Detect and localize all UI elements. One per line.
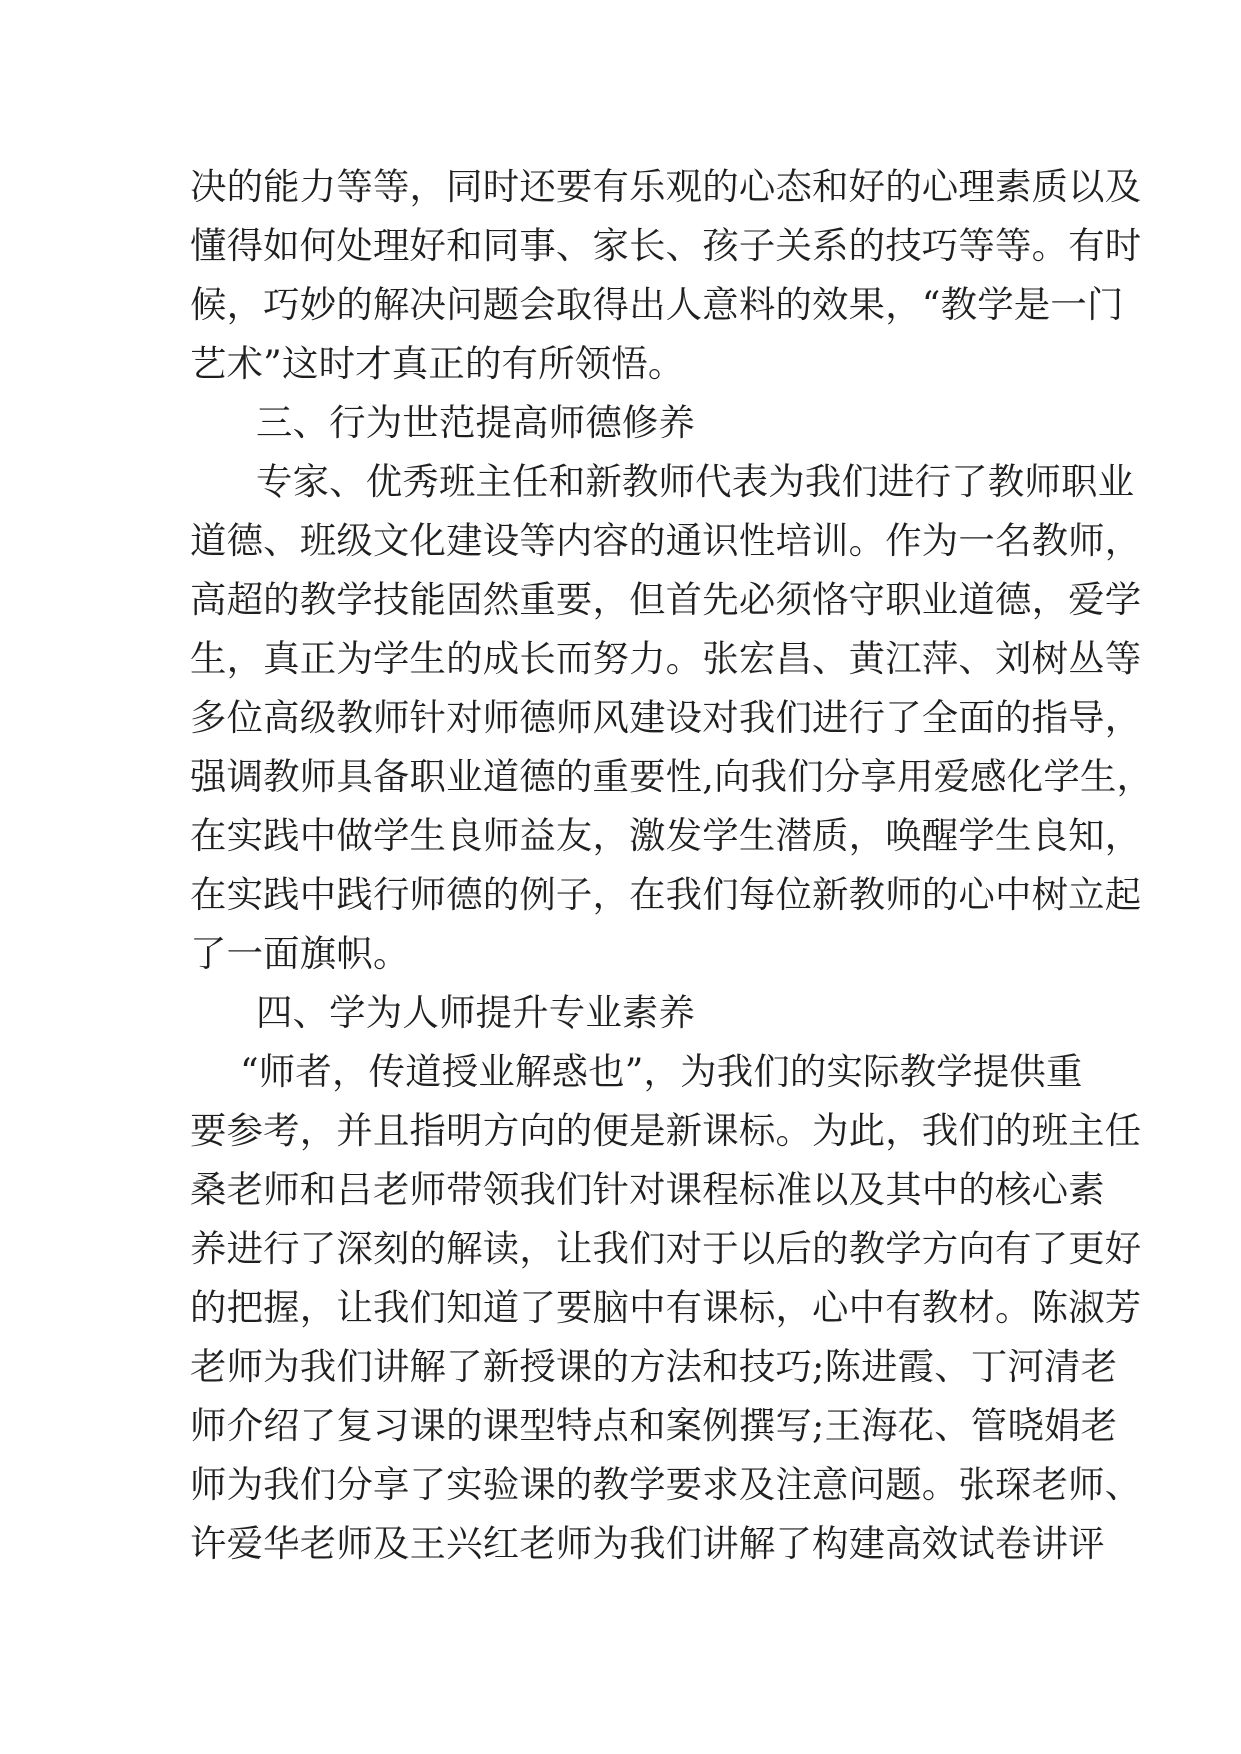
text-line: 师介绍了复习课的课型特点和案例撰写;王海花、管晓娟老 [190, 1404, 1118, 1447]
text-line: “师者，传道授业解惑也”，为我们的实际教学提供重 [240, 1050, 1083, 1093]
text-line: 多位高级教师针对师德师风建设对我们进行了全面的指导， [190, 696, 1142, 739]
text-line: 决的能力等等，同时还要有乐观的心态和好的心理素质以及 [190, 165, 1142, 208]
text-line: 师为我们分享了实验课的教学要求及注意问题。张琛老师、 [190, 1463, 1142, 1506]
text-line: 桑老师和吕老师带领我们针对课程标准以及其中的核心素 [190, 1168, 1105, 1211]
text-line: 了一面旗帜。 [190, 932, 410, 975]
text-line: 道德、班级文化建设等内容的通识性培训。作为一名教师， [190, 519, 1142, 562]
text-line: 的把握，让我们知道了要脑中有课标，心中有教材。陈淑芳 [190, 1286, 1142, 1329]
text-line: 老师为我们讲解了新授课的方法和技巧;陈进霞、丁河清老 [190, 1345, 1118, 1388]
text-line: 高超的教学技能固然重要，但首先必须恪守职业道德，爱学 [190, 578, 1142, 621]
text-line: 在实践中践行师德的例子，在我们每位新教师的心中树立起 [190, 873, 1142, 916]
text-line: 生，真正为学生的成长而努力。张宏昌、黄江萍、刘树丛等 [190, 637, 1142, 680]
text-line: 艺术”这时才真正的有所领悟。 [190, 342, 685, 385]
text-line: 要参考，并且指明方向的便是新课标。为此，我们的班主任 [190, 1109, 1142, 1152]
text-line: 强调教师具备职业道德的重要性,向我们分享用爱感化学生， [190, 755, 1154, 798]
text-line: 懂得如何处理好和同事、家长、孩子关系的技巧等等。有时 [190, 224, 1142, 267]
section-heading: 三、行为世范提高师德修养 [256, 401, 696, 444]
text-line: 在实践中做学生良师益友，激发学生潜质，唤醒学生良知， [190, 814, 1142, 857]
section-heading: 四、学为人师提升专业素养 [256, 991, 696, 1034]
text-line: 专家、优秀班主任和新教师代表为我们进行了教师职业 [256, 460, 1135, 503]
text-line: 许爱华老师及王兴红老师为我们讲解了构建高效试卷讲评 [190, 1522, 1105, 1565]
text-line: 养进行了深刻的解读，让我们对于以后的教学方向有了更好 [190, 1227, 1142, 1270]
text-line: 候，巧妙的解决问题会取得出人意料的效果，“教学是一门 [190, 283, 1124, 326]
